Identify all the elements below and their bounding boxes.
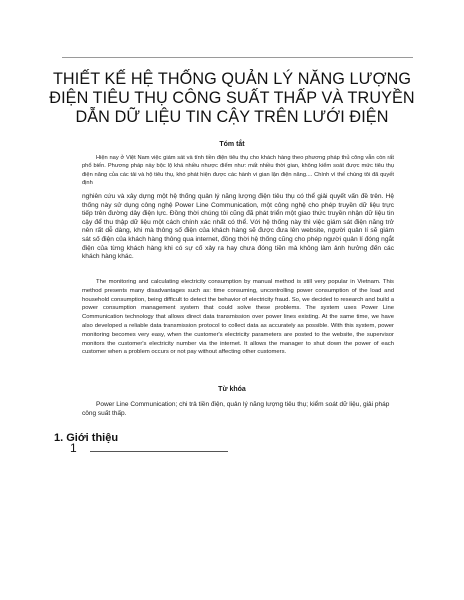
abstract-vietnamese-part2: nghiên cứu và xây dựng một hệ thống quản lý năng lượng điện tiêu thụ có thể giải quyết vấn đề trên. Hệ thống này sử dụng công nghệ Power Line Communication, một công nghệ cho phép truyền dữ liệu trực tiếp trên đường dây điện lực. Đồng thời chúng tôi cũng đã phát triển một giao thức truyền nhận dữ liệu tin cậy để thu thập dữ liệu một cách chính xác nhất có thể. Với hệ thống này thì việc giám sát điện năng trở nên rất dễ dàng, khi mà thông số điện của khách hàng sẽ được đưa lên website, người quản lí sẽ giám sát số điện của khách hàng thông qua internet, đồng thời hệ thống cũng cho phép người quản lí đóng ngắt điện của từng khách hàng khi có sự cố xảy ra hay chưa đóng tiền mà không làm ảnh hưởng đến các khách hàng khác. xyxy=(82,193,394,261)
keywords-text: Power Line Communication; chi trả tiền điện, quản lý năng lượng tiêu thụ; kiểm soát dữ liệu, giải pháp công suất thấp. xyxy=(82,401,390,417)
title-line: ĐIỆN TIÊU THỤ CÔNG SUẤT THẤP VÀ TRUYỀN xyxy=(49,89,415,107)
abstract-vietnamese-part1: Hiện nay ở Việt Nam việc giám sát và tính tiền điện tiêu thụ cho khách hàng theo phương pháp thủ công vẫn còn rất phổ biến. Phương pháp này bộc lộ khá nhiều nhược điểm như: mất nhiều thời gian, không kiểm soát được mức tiêu thụ điện năng của các tải và hộ tiêu thụ, khó phát hiện được các hành vi gian lận điện năng.... Chính vì thế chúng tôi đã quyết định xyxy=(82,155,394,187)
page-number: 1 xyxy=(70,441,77,455)
keywords-heading: Từ khóa xyxy=(218,386,246,393)
section-heading: 1. Giới thiệu xyxy=(54,432,119,444)
paper-title xyxy=(40,70,424,127)
footer-rule xyxy=(90,451,228,452)
header-rule xyxy=(62,57,413,58)
title-line: DẪN DỮ LIỆU TIN CẬY TRÊN LƯỚI ĐIỆN xyxy=(75,108,389,126)
abstract-english: The monitoring and calculating electricity consumption by manual method is still very popular in Vietnam. This method presents many disadvantages such as: time consuming, uncontrolling power consumption of the load and household consumption, being difficult to detect the behavior of electricity fraud. So, we decided to research and build a power consumption management system that could solve these problems. The system uses Power Line Communication technology that allows direct data transmission over power lines existing. At the same time, we have also developed a reliable data transmission protocol to collect data as accurately as possible. With this system, power monitoring becomes very easy, when the customer's electricity parameters are posted to the website, the supervisor monitors the customer's electricity number via the internet. It allows the manager to shut down the power of each customer when a problem occurs or not pay without affecting other customers. xyxy=(82,279,394,356)
title-line: THIẾT KẾ HỆ THỐNG QUẢN LÝ NĂNG LƯỢNG xyxy=(52,70,412,88)
abstract-heading: Tóm tắt xyxy=(219,141,245,148)
